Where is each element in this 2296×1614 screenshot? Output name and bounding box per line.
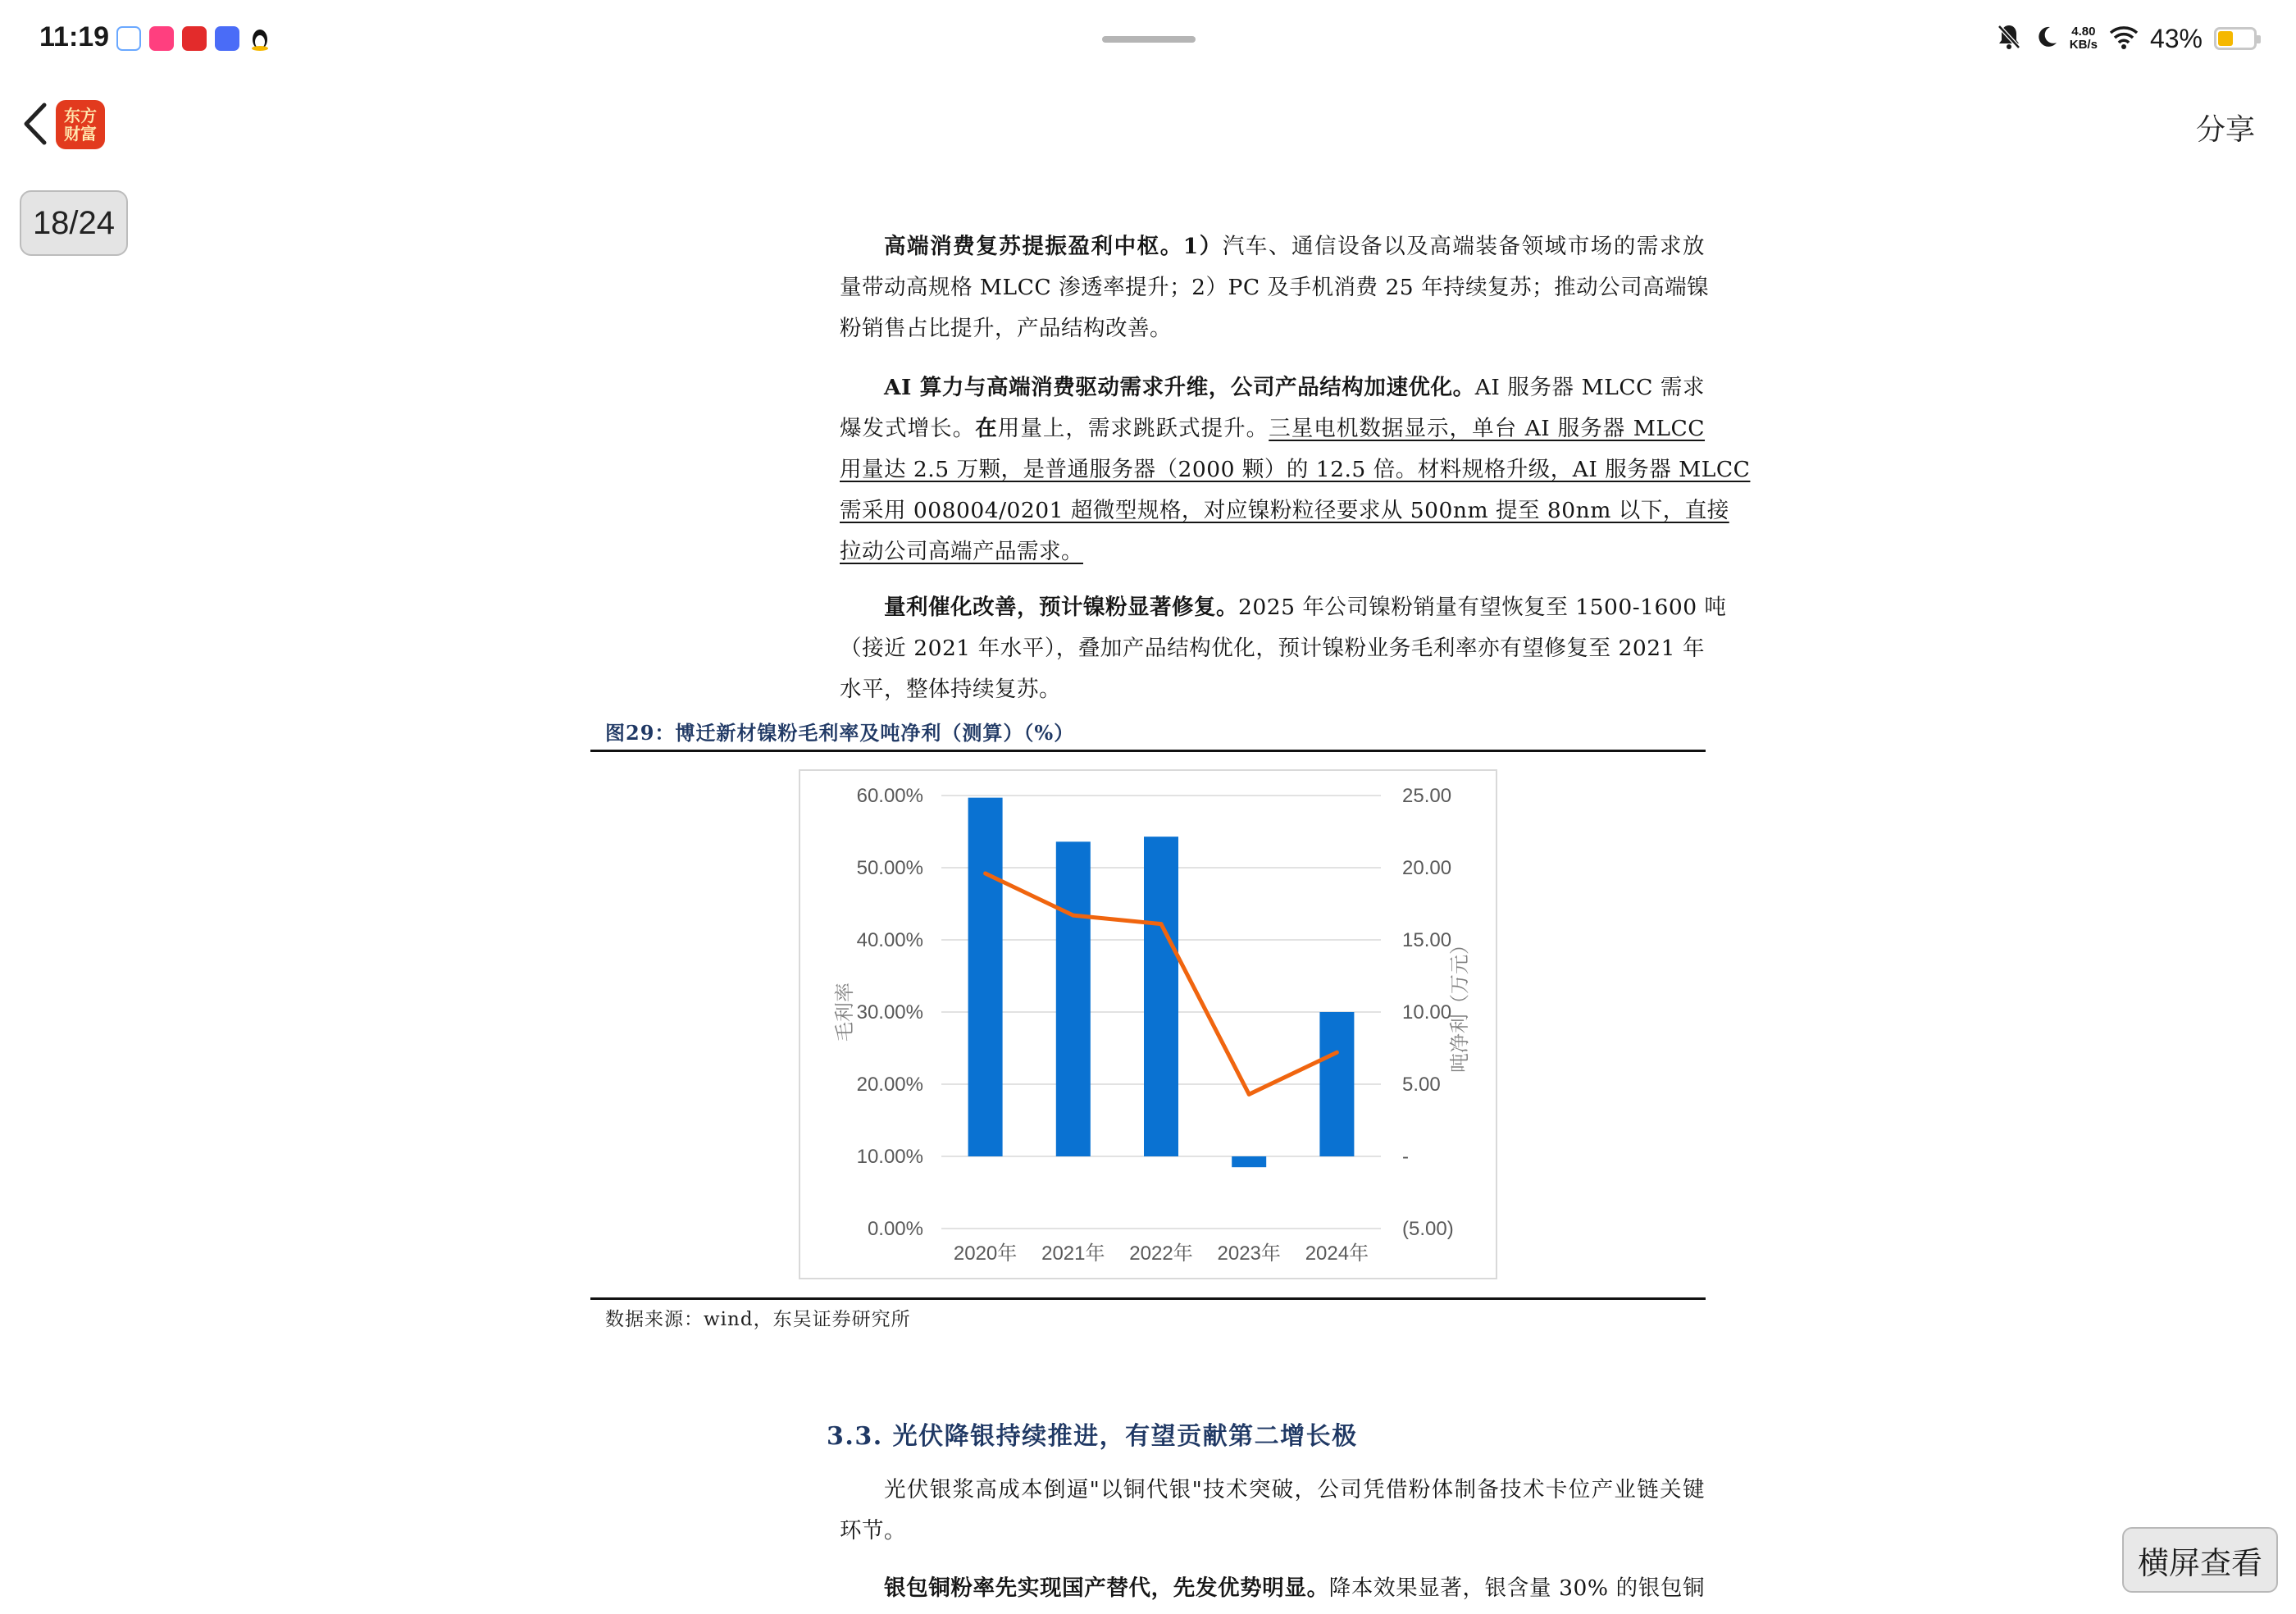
y2-axis-title: 吨净利（万元） <box>1448 935 1471 1073</box>
y-tick-label: 60.00% <box>856 785 923 807</box>
net-profit-point <box>1335 1051 1339 1055</box>
paragraph-pv-silver: 光伏银浆高成本倒逼"以铜代银"技术突破，公司凭借粉体制备技术卡位产业链关键 环节。 <box>840 1477 1705 1543</box>
y-tick-label: 20.00% <box>856 1074 923 1096</box>
x-tick-label: 2023年 <box>1217 1242 1281 1265</box>
y-axis-title: 毛利率 <box>833 983 856 1042</box>
net-profit-point <box>1071 914 1075 918</box>
paragraph-silver-coated-copper: 银包铜粉率先实现国产替代，先发优势明显。降本效果显著，银含量 30% 的银包铜 <box>884 1575 1706 1601</box>
combo-chart <box>800 771 1499 1281</box>
y2-tick-label: 15.00 <box>1402 929 1452 951</box>
bar-2023年 <box>1232 1156 1266 1167</box>
x-tick-label: 2021年 <box>1041 1242 1105 1265</box>
net-profit-point <box>1159 922 1164 926</box>
section-heading: 3.3. 光伏降银持续推进，有望贡献第二增长极 <box>827 1422 1358 1451</box>
bar-2024年 <box>1319 1012 1354 1156</box>
page-indicator: 18/24 <box>20 190 128 256</box>
battery-percent: 43% <box>2149 23 2203 53</box>
bar-2020年 <box>968 798 1003 1156</box>
figure-caption: 图29：博迁新材镍粉毛利率及吨净利（测算）（%） <box>605 721 1075 745</box>
bar-2022年 <box>1144 837 1178 1156</box>
paragraph-volume-profit: 量利催化改善，预计镍粉显著修复。2025 年公司镍粉销量有望恢复至 1500-1600 吨 （接近 2021 年水平），叠加产品结构优化，预计镍粉业务毛利率亦有望修复至 2021 年 水平，整体持续复苏。 <box>840 595 1727 702</box>
figure-bottom-rule <box>590 1297 1706 1300</box>
share-button[interactable]: 分享 <box>2195 113 2255 147</box>
y2-tick-label: 10.00 <box>1402 1001 1452 1024</box>
x-tick-label: 2022年 <box>1129 1242 1193 1265</box>
x-tick-label: 2020年 <box>953 1242 1018 1265</box>
y2-tick-label: 20.00 <box>1402 857 1452 879</box>
bar-2021年 <box>1056 841 1091 1156</box>
net-profit-point <box>983 872 987 876</box>
y2-tick-label: (5.00) <box>1402 1218 1454 1240</box>
figure-source: 数据来源：wind，东吴证券研究所 <box>605 1309 911 1330</box>
y-tick-label: 0.00% <box>867 1218 923 1240</box>
y2-tick-label: 25.00 <box>1402 785 1452 807</box>
x-tick-label: 2024年 <box>1305 1242 1369 1265</box>
y-tick-label: 50.00% <box>856 857 923 879</box>
status-time: 11:19 <box>39 21 110 52</box>
y2-tick-label: - <box>1402 1146 1409 1168</box>
network-speed: 4.80 KB/s <box>2069 25 2098 52</box>
y2-tick-label: 5.00 <box>1402 1074 1441 1096</box>
y-tick-label: 10.00% <box>856 1146 923 1168</box>
y-tick-label: 30.00% <box>856 1001 923 1024</box>
net-profit-point <box>1247 1092 1251 1097</box>
app-logo: 东方 财富 <box>56 100 105 149</box>
landscape-view-button[interactable]: 横屏查看 <box>2122 1527 2278 1593</box>
chart-container <box>799 769 1497 1279</box>
y-tick-label: 40.00% <box>856 929 923 951</box>
paragraph-high-end-consumption: 高端消费复苏提振盈利中枢。1）汽车、通信设备以及高端装备领域市场的需求放 量带动高规格 MLCC 渗透率提升；2）PC 及手机消费 25 年持续复苏；推动公司高端镍 粉销售占比提升，产品结构改善。 <box>840 234 1710 341</box>
paragraph-ai-demand: AI 算力与高端消费驱动需求升维，公司产品结构加速优化。AI 服务器 MLCC 需求 爆发式增长。在用量上，需求跳跃式提升。三星电机数据显示，单台 AI 服务器 MLCC 用量达 2.5 万颗，是普通服务器（2000 颗）的 12.5 倍。材料规格升级，AI 服务器 MLCC 需采用 008004/0201 超微型规格，对应镍粉粒径要求从 500nm 提至 80nm 以下，直接 拉动公司高端产品需求。 <box>840 375 1751 564</box>
figure-top-rule <box>590 750 1706 752</box>
